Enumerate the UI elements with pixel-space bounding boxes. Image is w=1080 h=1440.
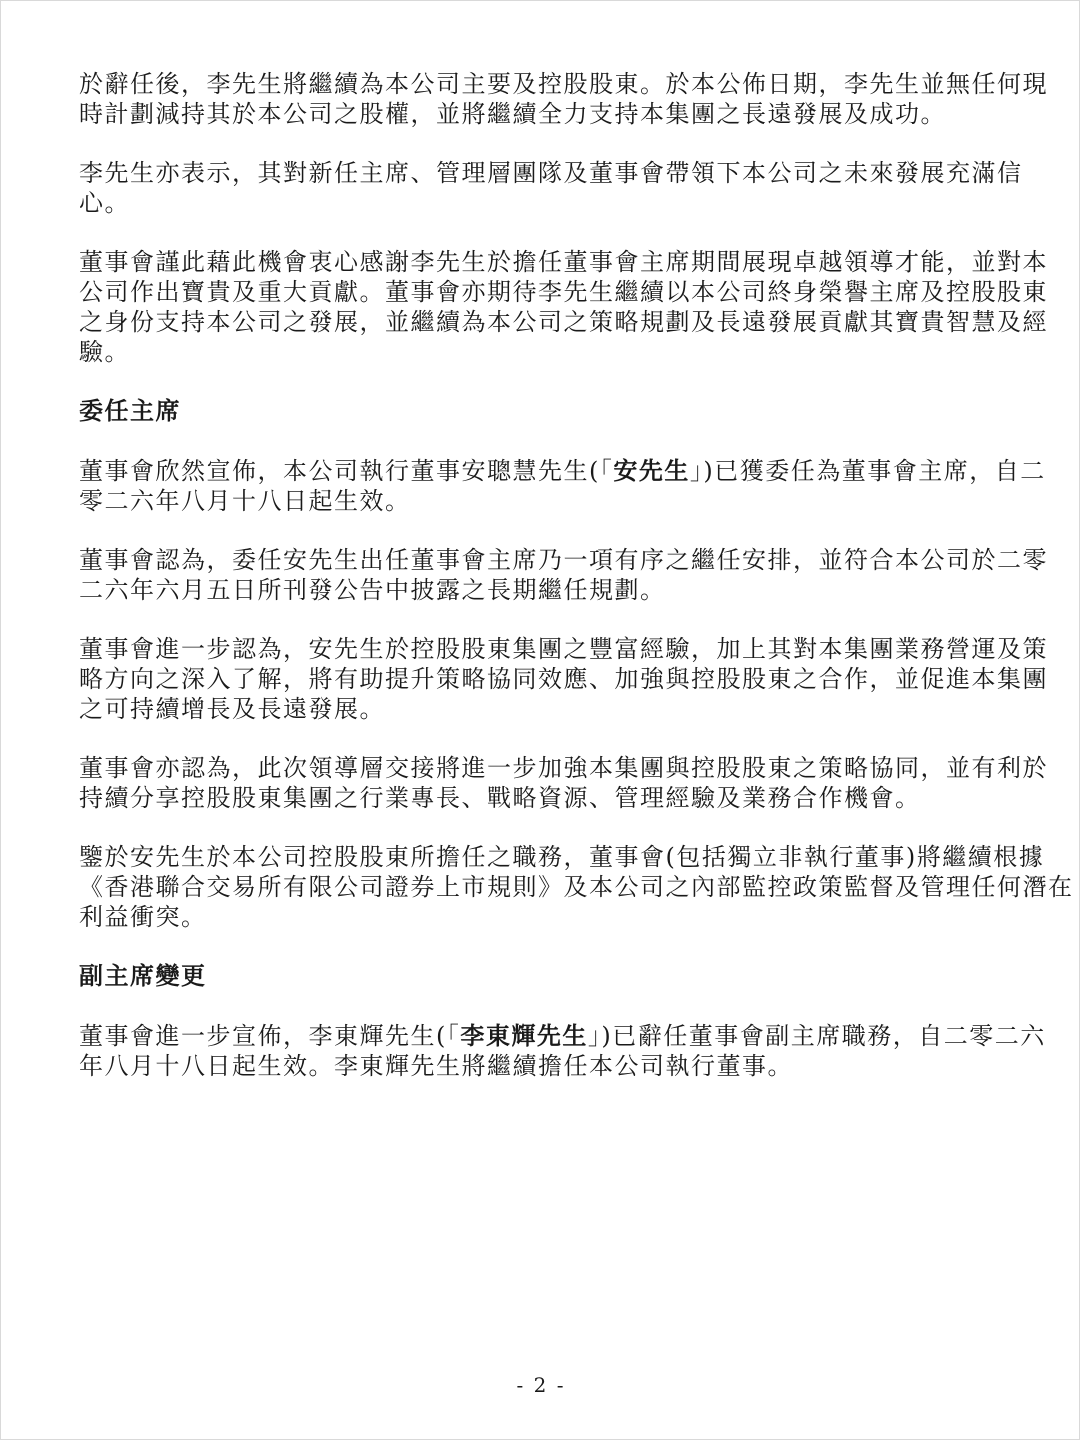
text-line <box>79 1021 1046 1051</box>
section-heading-appointment: 委任主席 <box>79 396 181 425</box>
text-line <box>79 456 1046 486</box>
text-line: 董事會認為，委任安先生出任董事會主席乃一項有序之繼任安排，並符合本公司於二零 <box>79 546 1048 574</box>
paragraph-leadership-transition <box>79 753 1048 813</box>
text-line: 驗。 <box>79 338 130 366</box>
text-line: 利益衝突。 <box>79 903 207 931</box>
text-line: 時計劃減持其於本公司之股權，並將繼續全力支持本集團之長遠發展及成功。 <box>79 100 946 128</box>
text-line: 心。 <box>79 189 130 217</box>
paragraph-appointment-announcement <box>79 456 1046 516</box>
text-line: 之身份支持本公司之發展，並繼續為本公司之策略規劃及長遠發展貢獻其寶貴智慧及經 <box>79 308 1048 336</box>
text-line: 略方向之深入了解，將有助提升策略協同效應、加強與控股股東之合作，並促進本集團 <box>79 665 1048 693</box>
defined-term: 李東輝先生 <box>460 1021 588 1050</box>
paragraph-vice-chairman-change <box>79 1021 1046 1081</box>
text-line: 零二六年八月十八日起生效。 <box>79 487 411 515</box>
text-run: 董事會進一步宣佈，李東輝先生(「 <box>79 1022 461 1050</box>
text-line: 二六年六月五日所刊發公告中披露之長期繼任規劃。 <box>79 576 666 604</box>
text-line: 鑒於安先生於本公司控股股東所擔任之職務，董事會(包括獨立非執行董事)將繼續根據 <box>79 843 1045 871</box>
section-heading-vice-chairman: 副主席變更 <box>79 961 207 990</box>
text-line: 之可持續增長及長遠發展。 <box>79 695 385 723</box>
text-line: 年八月十八日起生效。李東輝先生將繼續擔任本公司執行董事。 <box>79 1052 793 1080</box>
text-line: 董事會亦認為，此次領導層交接將進一步加強本集團與控股股東之策略協同，並有利於 <box>79 754 1048 782</box>
text-line: 持續分享控股股東集團之行業專長、戰略資源、管理經驗及業務合作機會。 <box>79 784 921 812</box>
text-line: 於辭任後，李先生將繼續為本公司主要及控股股東。於本公佈日期，李先生並無任何現 <box>79 70 1048 98</box>
page-number: - 2 - <box>516 1373 566 1397</box>
document-body <box>79 69 1074 1110</box>
paragraph-intro-2 <box>79 158 1023 218</box>
text-run: 」)已獲委任為董事會主席，自二 <box>689 457 1046 485</box>
text-line: 董事會進一步認為，安先生於控股股東集團之豐富經驗，加上其對本集團業務營運及策 <box>79 635 1048 663</box>
text-line: 公司作出寶貴及重大貢獻。董事會亦期待李先生繼續以本公司終身榮譽主席及控股股東 <box>79 278 1048 306</box>
paragraph-intro-3 <box>79 247 1048 367</box>
text-line: 李先生亦表示，其對新任主席、管理層團隊及董事會帶領下本公司之未來發展充滿信 <box>79 159 1023 187</box>
defined-term: 安先生 <box>613 456 690 485</box>
text-line: 《香港聯合交易所有限公司證券上市規則》及本公司之內部監控政策監督及管理任何潛在 <box>79 873 1074 901</box>
paragraph-conflict-of-interest <box>79 842 1074 932</box>
text-run: 」)已辭任董事會副主席職務，自二零二六 <box>587 1022 1046 1050</box>
text-run: 董事會欣然宣佈，本公司執行董事安聰慧先生(「 <box>79 457 614 485</box>
paragraph-experience <box>79 634 1048 724</box>
text-line: 董事會謹此藉此機會衷心感謝李先生於擔任董事會主席期間展現卓越領導才能，並對本 <box>79 248 1048 276</box>
paragraph-succession <box>79 545 1048 605</box>
paragraph-intro-1 <box>79 69 1048 129</box>
